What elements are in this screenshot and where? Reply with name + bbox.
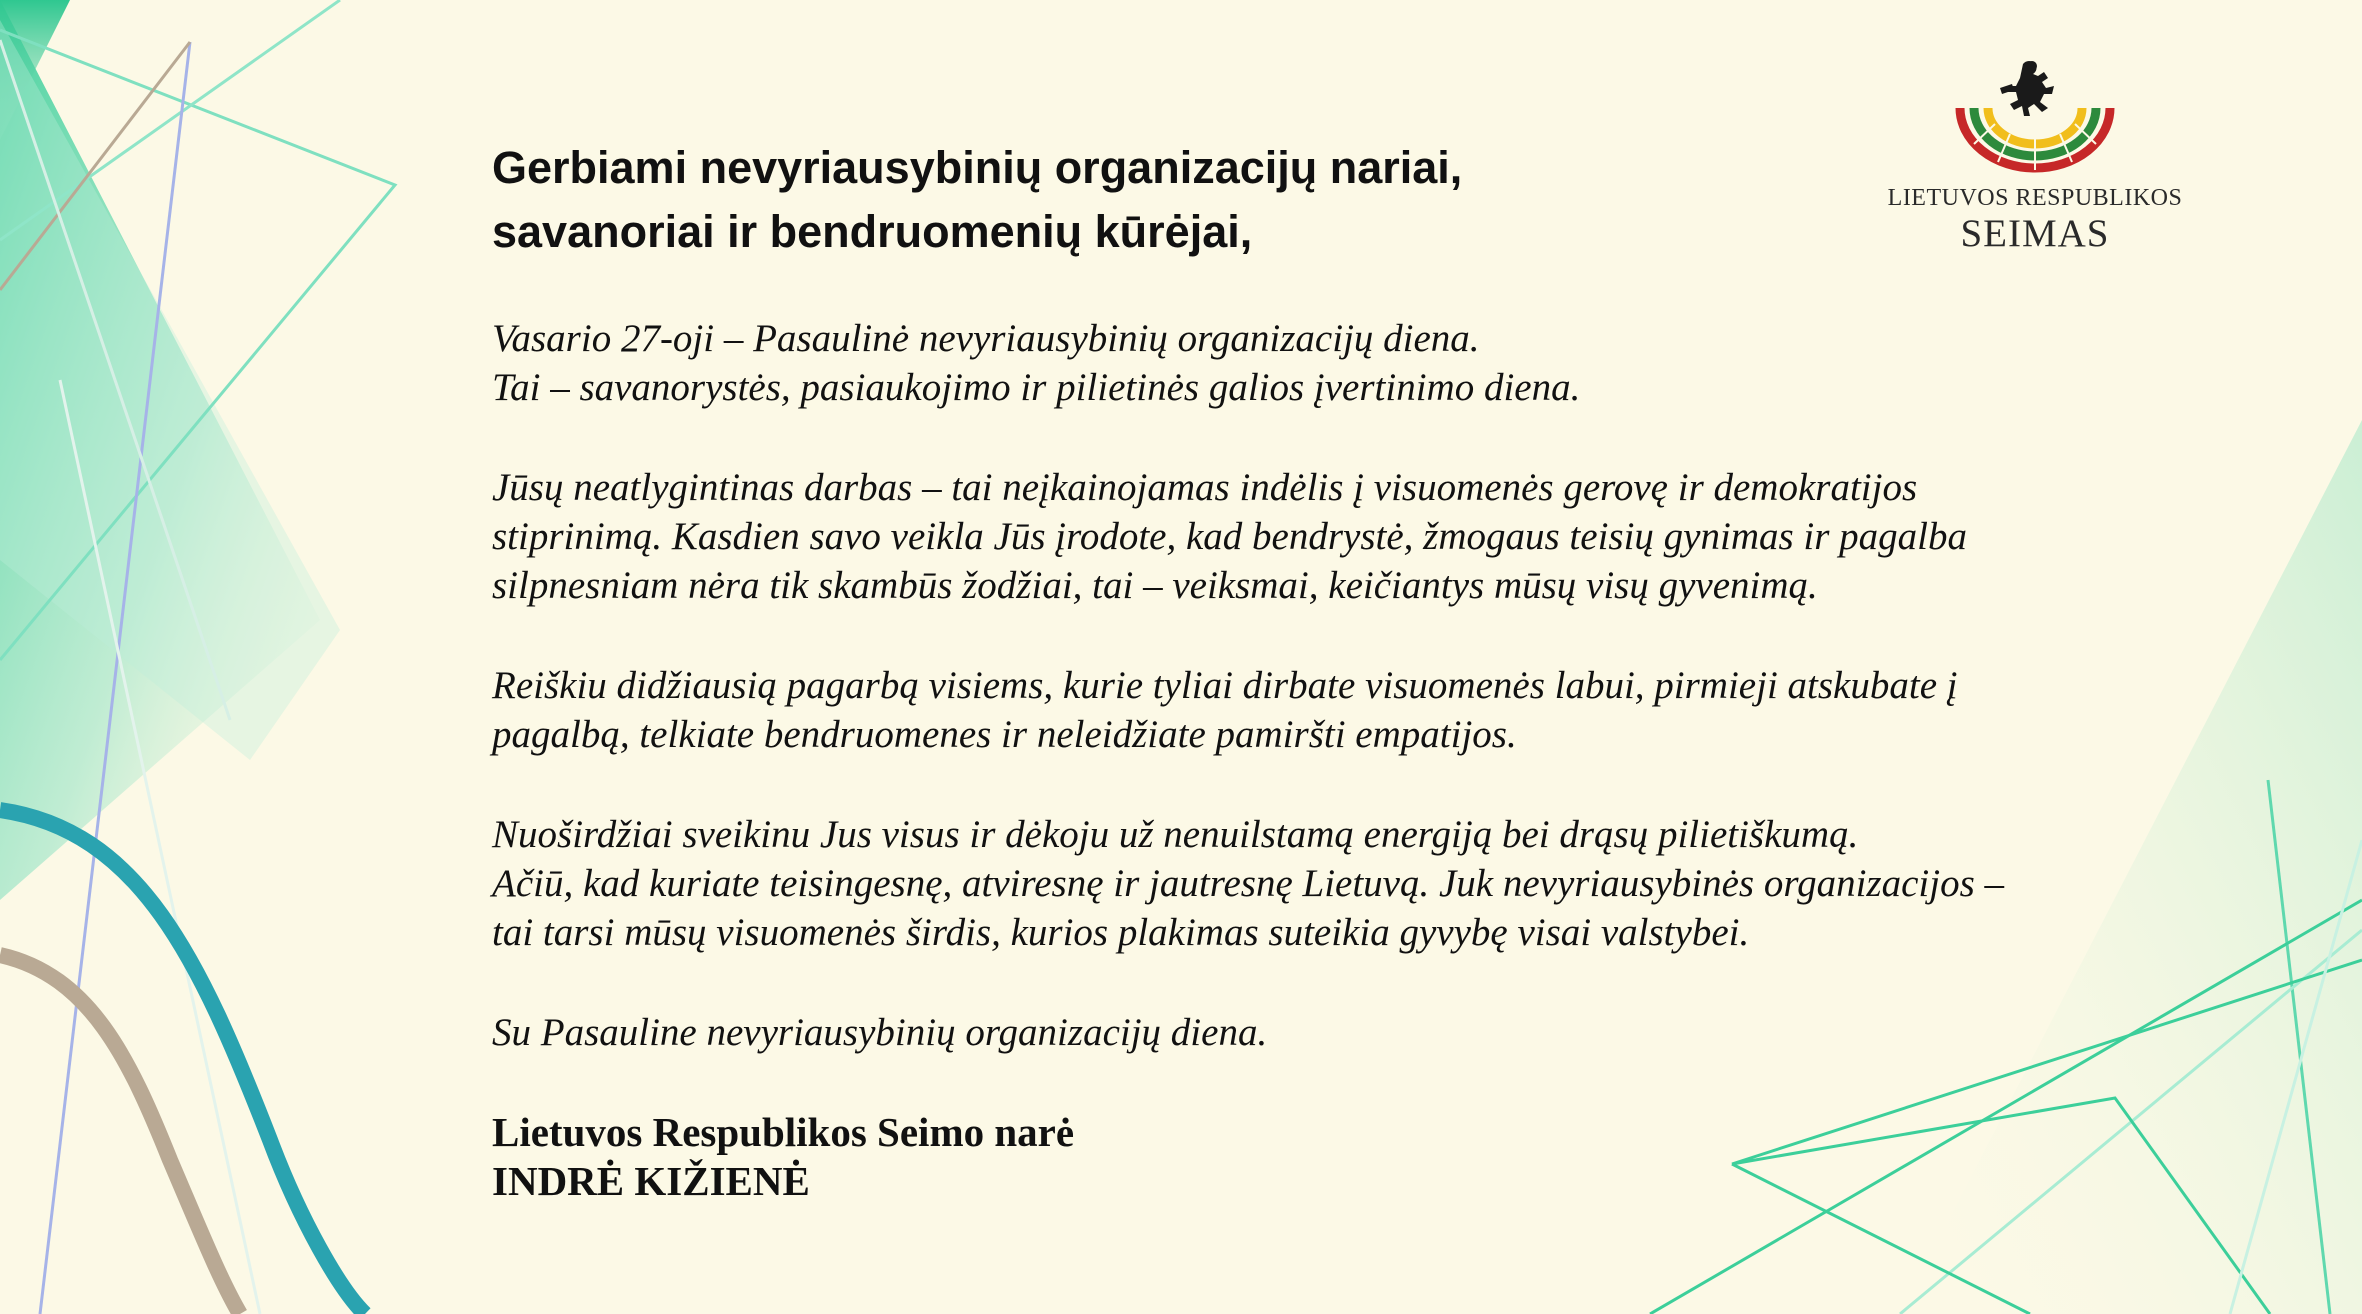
paragraph-line: Reiškiu didžiausią pagarbą visiems, kurie tyliai dirbate visuomenės labui, pirmieji atskubate į [492,664,1958,707]
paragraph-line: Ačiū, kad kuriate teisingesnę, atviresnę ir jautresnę Lietuvą. Juk nevyriausybinės organizacijos – [492,862,2005,905]
paragraph-line: Nuoširdžiai sveikinu Jus visus ir dėkoju už nenuilstamą energiją bei drąsų pilietiškumą. [492,813,1859,856]
paragraph-5 [492,1008,2212,1057]
greeting-heading [492,136,2212,264]
paragraph-3 [492,661,2212,759]
heading-line: savanoriai ir bendruomenių kūrėjai, [492,206,1253,257]
signature [492,1108,2212,1206]
paragraph-line: Jūsų neatlygintinas darbas – tai neįkainojamas indėlis į visuomenės gerovę ir demokratijos [492,466,1918,509]
paragraph-line: Vasario 27-oji – Pasaulinė nevyriausybinių organizacijų diena. [492,317,1480,360]
paragraph-2 [492,463,2212,610]
logo-text-line1: LIETUVOS RESPUBLIKOS [1887,185,2183,211]
paragraph-1 [492,314,2212,412]
paragraph-line: pagalbą, telkiate bendruomenes ir neleidžiate pamiršti empatijos. [492,713,1517,756]
paragraph-line: Tai – savanorystės, pasiaukojimo ir pilietinės galios įvertinimo diena. [492,366,1581,409]
heading-line: Gerbiami nevyriausybinių organizacijų nariai, [492,142,1463,193]
paragraph-line: stiprinimą. Kasdien savo veikla Jūs įrodote, kad bendrystė, žmogaus teisių gynimas ir pagalba [492,515,1968,558]
paragraph-4 [492,810,2212,957]
signature-title: Lietuvos Respublikos Seimo narė [492,1109,1075,1155]
signature-name: INDRĖ KIŽIENĖ [492,1158,810,1204]
paragraph-line: Su Pasauline nevyriausybinių organizacijų diena. [492,1011,1268,1054]
logo-text-line2: SEIMAS [1960,212,2110,255]
paragraph-line: tai tarsi mūsų visuomenės širdis, kurios plakimas suteikia gyvybę visai valstybei. [492,911,1750,954]
greeting-letter [492,136,2212,1206]
paragraph-line: silpnesniam nėra tik skambūs žodžiai, tai – veiksmai, keičiantys mūsų visų gyvenimą. [492,564,1818,607]
